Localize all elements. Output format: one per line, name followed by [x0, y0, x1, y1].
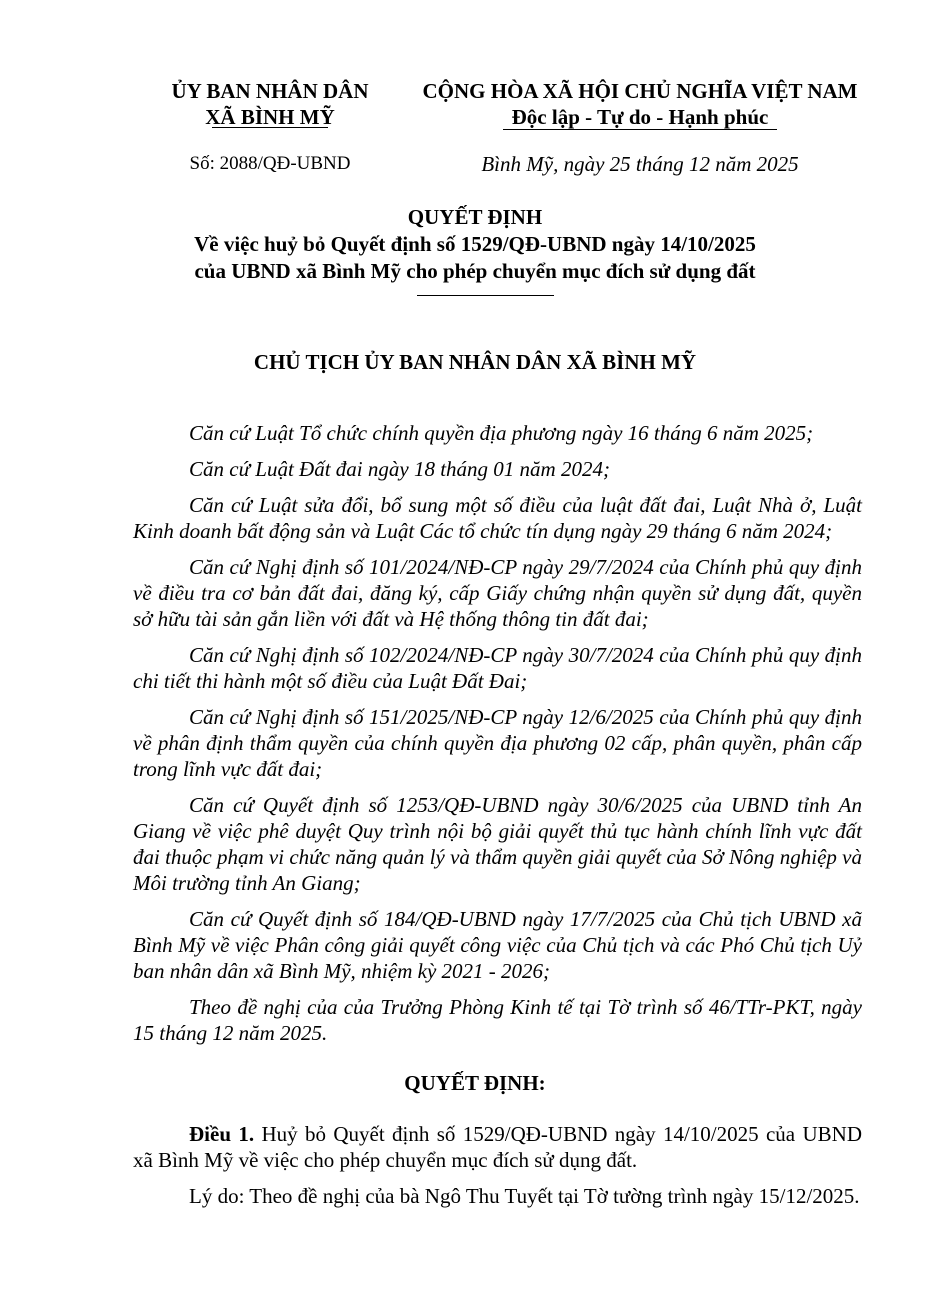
article-1-text: Huỷ bỏ Quyết định số 1529/QĐ-UBND ngày 14/10/2025 của UBND xã Bình Mỹ về việc cho phép chuyển mục đích sử dụng đất. [133, 1122, 862, 1172]
legal-basis-item: Căn cứ Luật Tổ chức chính quyền địa phương ngày 16 tháng 6 năm 2025; [189, 421, 814, 445]
agency-underline [212, 127, 328, 128]
issuing-agency [150, 78, 390, 130]
legal-basis-item: Căn cứ Nghị định số 151/2025/NĐ-CP ngày 12/6/2025 của Chính phủ quy định về phân định thẩm quyền của chính quyền địa phương 02 cấp, phân quyền, phân cấp trong lĩnh vực đất đai; [133, 705, 862, 781]
decision-heading: QUYẾT ĐỊNH: [404, 1071, 546, 1095]
legal-basis-item: Căn cứ Luật Đất đai ngày 18 tháng 01 năm 2024; [189, 457, 610, 481]
legal-basis-item: Căn cứ Nghị định số 102/2024/NĐ-CP ngày 30/7/2024 của Chính phủ quy định chi tiết thi hành một số điều của Luật Đất Đai; [133, 643, 862, 693]
document-title [100, 204, 850, 285]
legal-basis-item: Căn cứ Quyết định số 1253/QĐ-UBND ngày 30/6/2025 của UBND tỉnh An Giang về việc phê duyệt Quy trình nội bộ giải quyết thủ tục hành chính lĩnh vực đất đai thuộc phạm vi chức năng quản lý và thẩm quyền giải quyết của Sở Nông nghiệp và Môi trường tỉnh An Giang; [133, 793, 862, 895]
subject-line-1: Về việc huỷ bỏ Quyết định số 1529/QĐ-UBND ngày 14/10/2025 [194, 232, 756, 256]
place-and-date: Bình Mỹ, ngày 25 tháng 12 năm 2025 [481, 152, 799, 176]
article-1-reason: Lý do: Theo đề nghị của bà Ngô Thu Tuyết tại Tờ tường trình ngày 15/12/2025. [189, 1184, 860, 1208]
articles [133, 1121, 862, 1219]
national-motto [400, 78, 880, 130]
legal-basis-item: Căn cứ Luật sửa đổi, bổ sung một số điều của luật đất đai, Luật Nhà ở, Luật Kinh doanh bất động sản và Luật Các tổ chức tín dụng ngày 29 tháng 6 năm 2024; [133, 493, 862, 543]
legal-bases [133, 420, 862, 1056]
legal-basis-item: Căn cứ Quyết định số 184/QĐ-UBND ngày 17/7/2025 của Chủ tịch UBND xã Bình Mỹ về việc Phân công giải quyết công việc của Chủ tịch và các Phó Chủ tịch Uỷ ban nhân dân xã Bình Mỹ, nhiệm kỳ 2021 - 2026; [133, 907, 862, 983]
nation-title: CỘNG HÒA XÃ HỘI CHỦ NGHĨA VIỆT NAM [422, 79, 858, 103]
agency-line-2: XÃ BÌNH MỸ [205, 105, 335, 129]
title-separator [417, 295, 554, 296]
document-number: Số: 2088/QĐ-UBND [189, 153, 351, 174]
motto-underline [503, 129, 777, 130]
legal-basis-item: Theo đề nghị của của Trưởng Phòng Kinh tế tại Tờ trình số 46/TTr-PKT, ngày 15 tháng 12 năm 2025. [133, 995, 862, 1045]
subject-line-2: của UBND xã Bình Mỹ cho phép chuyển mục đích sử dụng đất [194, 259, 756, 283]
agency-line-1: ỦY BAN NHÂN DÂN [171, 79, 369, 103]
legal-basis-item: Căn cứ Nghị định số 101/2024/NĐ-CP ngày 29/7/2024 của Chính phủ quy định về điều tra cơ bản đất đai, đăng ký, cấp Giấy chứng nhận quyền sử dụng đất, quyền sở hữu tài sản gắn liền với đất và Hệ thống thông tin đất đai; [133, 555, 862, 631]
document-type: QUYẾT ĐỊNH [407, 205, 543, 229]
motto-line: Độc lập - Tự do - Hạnh phúc [511, 105, 769, 129]
authority-heading: CHỦ TỊCH ỦY BAN NHÂN DÂN XÃ BÌNH MỸ [253, 350, 697, 374]
article-1 [133, 1121, 862, 1173]
article-1-label: Điều 1. [189, 1122, 255, 1146]
